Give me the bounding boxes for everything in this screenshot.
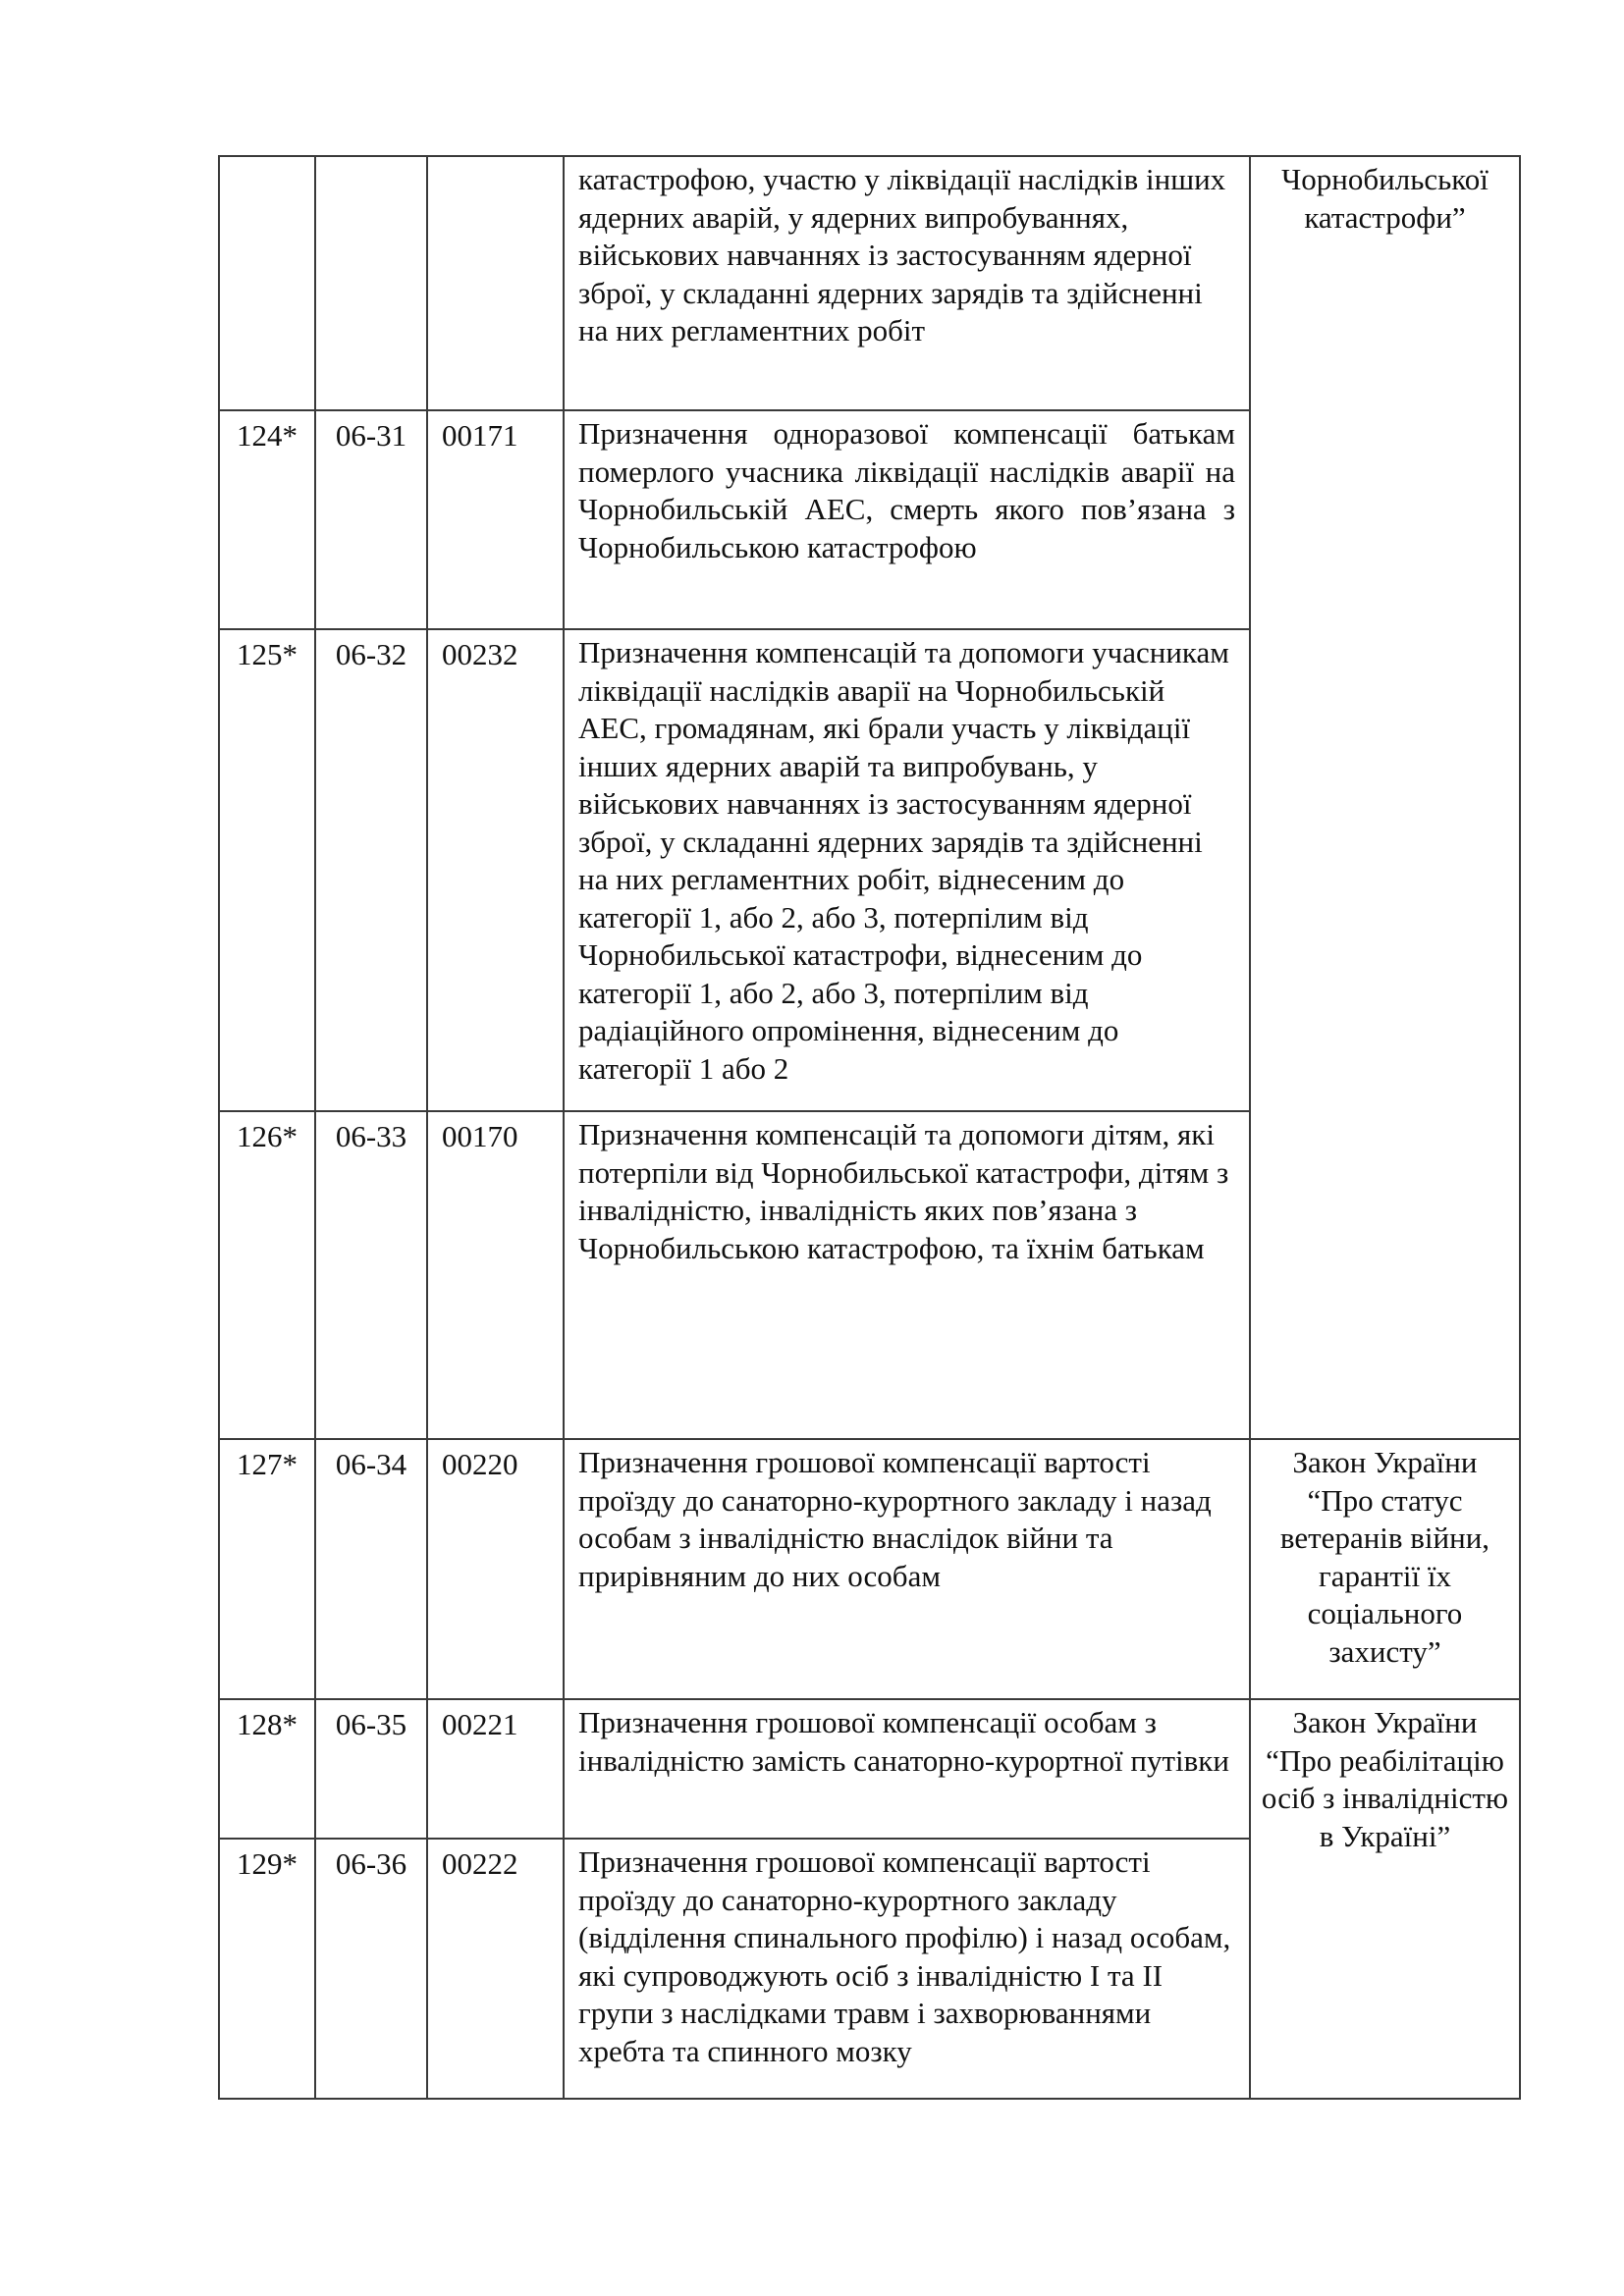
cell-number: 126*: [219, 1111, 315, 1439]
cell-description: Призначення компенсацій та допомоги учасникам ліквідації наслідків аварії на Чорнобильській АЕС, громадянам, які брали участь у ліквідації інших ядерних аварій та випробувань, у військових навчаннях із застосуванням ядерної зброї, у складанні ядерних зарядів та здійсненні на них регламентних робіт, віднесеним до категорії 1, або 2, або 3, потерпілим від Чорнобильської катастрофи, віднесеним до категорії 1, або 2, або 3, потерпілим від радіаційного опромінення, віднесеним до категорії 1 або 2: [564, 629, 1250, 1111]
cell-description: Призначення одноразової компенсації батькам померлого учасника ліквідації наслідків аварії на Чорнобильській АЕС, смерть якого пов’язана з Чорнобильською катастрофою: [564, 410, 1250, 629]
cell-id: 00221: [427, 1699, 564, 1839]
services-table: [218, 155, 1521, 2100]
cell-code: 06-36: [315, 1839, 427, 2099]
cell-number: 127*: [219, 1439, 315, 1699]
cell-law: Чорнобильської катастрофи”: [1250, 156, 1520, 1439]
cell-description: Призначення грошової компенсації вартості проїзду до санаторно-курортного закладу і назад особам з інвалідністю внаслідок війни та прирівняним до них особам: [564, 1439, 1250, 1699]
cell-id: 00171: [427, 410, 564, 629]
cell-id: 00222: [427, 1839, 564, 2099]
cell-law: Закон України “Про статус ветеранів війни, гарантії їх соціального захисту”: [1250, 1439, 1520, 1699]
cell-code: [315, 156, 427, 410]
cell-description: Призначення грошової компенсації особам з інвалідністю замість санаторно-курортної путівки: [564, 1699, 1250, 1839]
cell-number: 124*: [219, 410, 315, 629]
cell-number: 129*: [219, 1839, 315, 2099]
cell-description: Призначення грошової компенсації вартості проїзду до санаторно-курортного закладу (відділення спинального профілю) і назад особам, які супроводжують осіб з інвалідністю I та II групи з наслідками травм і захворюваннями хребта та спинного мозку: [564, 1839, 1250, 2099]
table-row: [219, 1439, 1520, 1699]
cell-code: 06-33: [315, 1111, 427, 1439]
cell-number: 128*: [219, 1699, 315, 1839]
cell-number: [219, 156, 315, 410]
cell-law: Закон України “Про реабілітацію осіб з інвалідністю в Україні”: [1250, 1699, 1520, 2099]
cell-code: 06-32: [315, 629, 427, 1111]
table-row-continuation: [219, 156, 1520, 410]
cell-id: 00170: [427, 1111, 564, 1439]
cell-id: 00220: [427, 1439, 564, 1699]
cell-code: 06-35: [315, 1699, 427, 1839]
cell-id: 00232: [427, 629, 564, 1111]
cell-description: Призначення компенсацій та допомоги дітям, які потерпіли від Чорнобильської катастрофи, дітям з інвалідністю, інвалідність яких пов’язана з Чорнобильською катастрофою, та їхнім батькам: [564, 1111, 1250, 1439]
cell-id: [427, 156, 564, 410]
cell-description: катастрофою, участю у ліквідації наслідків інших ядерних аварій, у ядерних випробуваннях, військових навчаннях із застосуванням ядерної зброї, у складанні ядерних зарядів та здійсненні на них регламентних робіт: [564, 156, 1250, 410]
table-row: [219, 1699, 1520, 1839]
cell-number: 125*: [219, 629, 315, 1111]
cell-code: 06-31: [315, 410, 427, 629]
cell-code: 06-34: [315, 1439, 427, 1699]
